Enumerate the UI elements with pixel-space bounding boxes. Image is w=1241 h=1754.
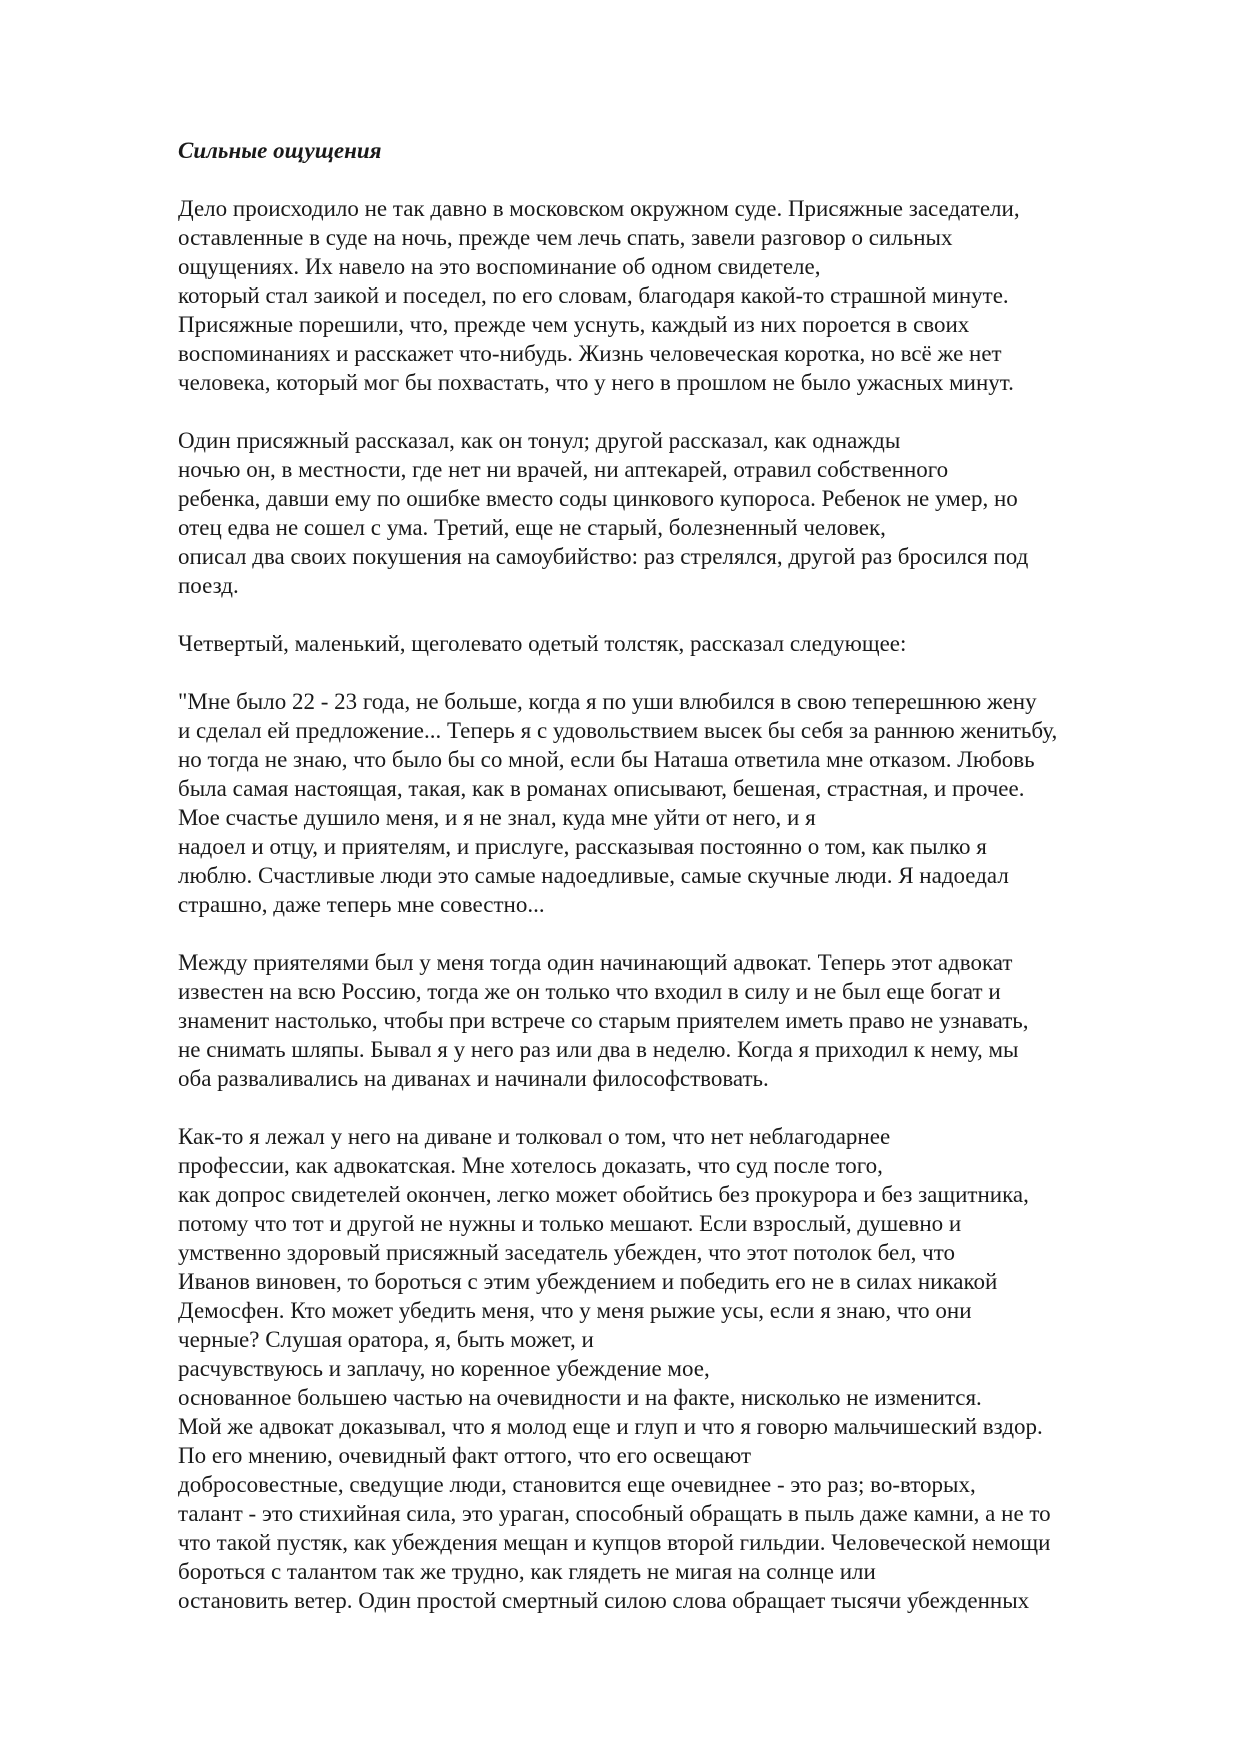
text-line: черные? Слушая оратора, я, быть может, и bbox=[178, 1327, 594, 1352]
text-line: который стал заикой и поседел, по его словам, благодаря какой-то страшной минуте. bbox=[178, 283, 1009, 308]
paragraph bbox=[178, 426, 1178, 600]
text-line: профессии, как адвокатская. Мне хотелось доказать, что суд после того, bbox=[178, 1153, 883, 1178]
text-line: Один присяжный рассказал, как он тонул; другой рассказал, как однажды bbox=[178, 428, 901, 453]
text-line: оба разваливались на диванах и начинали философствовать. bbox=[178, 1066, 769, 1091]
text-line: ночью он, в местности, где нет ни врачей, ни аптекарей, отравил собственного bbox=[178, 457, 949, 482]
document-body bbox=[178, 136, 1178, 1615]
text-line: "Мне было 22 - 23 года, не больше, когда я по уши влюбился в свою теперешнюю жену bbox=[178, 689, 1037, 714]
text-line: Иванов виновен, то бороться с этим убеждением и победить его не в силах никакой bbox=[178, 1269, 998, 1294]
text-line: Мое счастье душило меня, и я не знал, куда мне уйти от него, и я bbox=[178, 805, 816, 830]
text-line: талант - это стихийная сила, это ураган, способный обращать в пыль даже камни, а не то bbox=[178, 1501, 1051, 1526]
text-line: расчувствуюсь и заплачу, но коренное убеждение мое, bbox=[178, 1356, 710, 1381]
text-line: добросовестные, сведущие люди, становится еще очевиднее - это раз; во-вторых, bbox=[178, 1472, 976, 1497]
paragraph bbox=[178, 948, 1178, 1093]
text-line: Мой же адвокат доказывал, что я молод еще и глуп и что я говорю мальчишеский вздор. bbox=[178, 1414, 1043, 1439]
text-line: Демосфен. Кто может убедить меня, что у меня рыжие усы, если я знаю, что они bbox=[178, 1298, 972, 1323]
text-line: потому что тот и другой не нужны и только мешают. Если взрослый, душевно и bbox=[178, 1211, 962, 1236]
text-line: описал два своих покушения на самоубийство: раз стрелялся, другой раз бросился под bbox=[178, 544, 1029, 569]
paragraph bbox=[178, 629, 1178, 658]
text-line: воспоминаниях и расскажет что-нибудь. Жизнь человеческая коротка, но всё же нет bbox=[178, 341, 1002, 366]
text-line: надоел и отцу, и приятелям, и прислуге, рассказывая постоянно о том, как пылко я bbox=[178, 834, 987, 859]
text-line: По его мнению, очевидный факт оттого, что его освещают bbox=[178, 1443, 752, 1468]
text-line: Как-то я лежал у него на диване и толковал о том, что нет неблагодарнее bbox=[178, 1124, 891, 1149]
text-line: ребенка, давши ему по ошибке вместо соды цинкового купороса. Ребенок не умер, но bbox=[178, 486, 1018, 511]
document-title: Сильные ощущения bbox=[178, 138, 382, 163]
text-line: бороться с талантом так же трудно, как глядеть не мигая на солнце или bbox=[178, 1559, 876, 1584]
text-line: оставленные в суде на ночь, прежде чем лечь спать, завели разговор о сильных bbox=[178, 225, 953, 250]
text-line: люблю. Счастливые люди это самые надоедливые, самые скучные люди. Я надоедал bbox=[178, 863, 1009, 888]
paragraph bbox=[178, 1122, 1178, 1615]
paragraph-list bbox=[178, 194, 1178, 1615]
text-line: Присяжные порешили, что, прежде чем уснуть, каждый из них пороется в своих bbox=[178, 312, 970, 337]
text-line: отец едва не сошел с ума. Третий, еще не старый, болезненный человек, bbox=[178, 515, 886, 540]
text-line: не снимать шляпы. Бывал я у него раз или два в неделю. Когда я приходил к нему, мы bbox=[178, 1037, 1019, 1062]
text-line: умственно здоровый присяжный заседатель убежден, что этот потолок бел, что bbox=[178, 1240, 956, 1265]
text-line: человека, который мог бы похвастать, что у него в прошлом не было ужасных минут. bbox=[178, 370, 1014, 395]
text-line: страшно, даже теперь мне совестно... bbox=[178, 892, 545, 917]
text-line: Четвертый, маленький, щеголевато одетый толстяк, рассказал следующее: bbox=[178, 631, 907, 656]
paragraph bbox=[178, 687, 1178, 919]
text-line: и сделал ей предложение... Теперь я с удовольствием высек бы себя за раннюю женитьбу, bbox=[178, 718, 1058, 743]
text-line: остановить ветер. Один простой смертный силою слова обращает тысячи убежденных bbox=[178, 1588, 1030, 1613]
text-line: как допрос свидетелей окончен, легко может обойтись без прокурора и без защитника, bbox=[178, 1182, 1029, 1207]
text-line: знаменит настолько, чтобы при встрече со старым приятелем иметь право не узнавать, bbox=[178, 1008, 1029, 1033]
text-line: но тогда не знаю, что было бы со мной, если бы Наташа ответила мне отказом. Любовь bbox=[178, 747, 1035, 772]
text-line: основанное большею частью на очевидности и на факте, нисколько не изменится. bbox=[178, 1385, 982, 1410]
text-line: была самая настоящая, такая, как в романах описывают, бешеная, страстная, и прочее. bbox=[178, 776, 1025, 801]
text-line: поезд. bbox=[178, 573, 239, 598]
text-line: Дело происходило не так давно в московском окружном суде. Присяжные заседатели, bbox=[178, 196, 1020, 221]
text-line: Между приятелями был у меня тогда один начинающий адвокат. Теперь этот адвокат bbox=[178, 950, 1013, 975]
paragraph bbox=[178, 194, 1178, 397]
text-line: что такой пустяк, как убеждения мещан и купцов второй гильдии. Человеческой немощи bbox=[178, 1530, 1051, 1555]
text-line: ощущениях. Их навело на это воспоминание об одном свидетеле, bbox=[178, 254, 821, 279]
text-line: известен на всю Россию, тогда же он только что входил в силу и не был еще богат и bbox=[178, 979, 1001, 1004]
